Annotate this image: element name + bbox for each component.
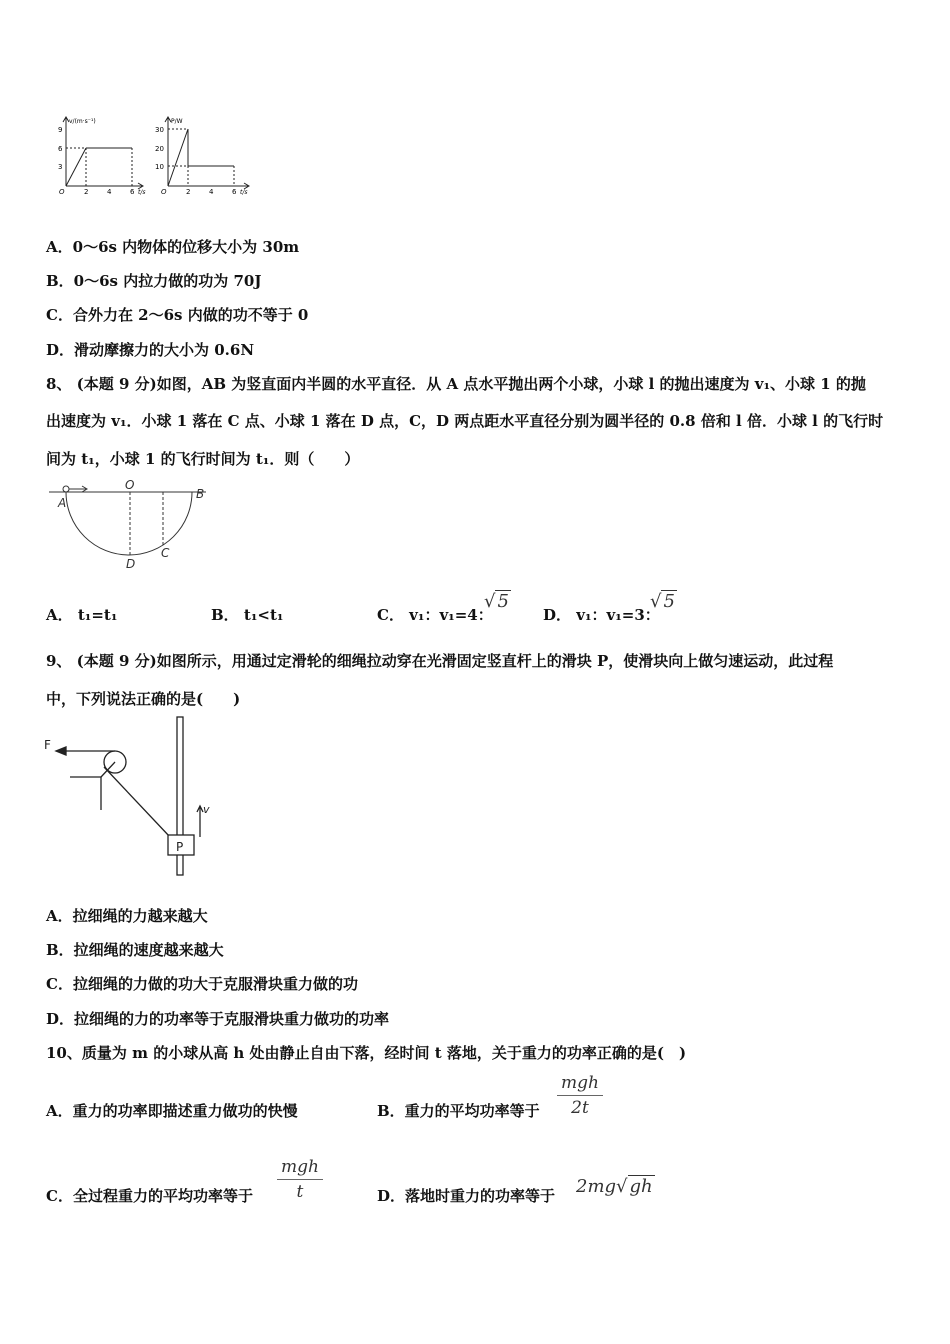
q8-option-d-sqrt: √ 5 [650, 591, 675, 612]
q10-option-a: A．重力的功率即描述重力做功的快慢 [46, 1102, 298, 1120]
point-c-label: C [161, 546, 170, 560]
fraction-denominator: t [296, 1182, 304, 1202]
p-t-axis-label: t/s [240, 189, 248, 196]
p-axis-label: P/W [171, 118, 183, 125]
t-tick-6: 6 [130, 188, 135, 196]
q9-stem-line2: 中，下列说法正确的是( ) [46, 690, 241, 708]
q10-option-d-formula: 2mg√ gh [576, 1176, 653, 1197]
velocity-v-label: v [203, 803, 210, 816]
formula-coefficient: 2mg [576, 1176, 617, 1197]
point-b-label: B [196, 487, 205, 501]
q8-stem-line1: 8、 (本题 9 分)如图，AB 为竖直面内半圆的水平直径．从 A 点水平抛出两个小球，小球 l 的抛出速度为 v₁、小球 1 的抛 [46, 375, 866, 393]
origin-label-right: O [161, 188, 167, 196]
p-tick-20: 20 [155, 145, 164, 153]
q8-option-c-sqrt: √ 5 [484, 591, 509, 612]
q8-option-a: A． t₁=t₁ [46, 606, 118, 624]
q8-semicircle-figure [46, 478, 216, 573]
q8-option-d: D． v₁：v₁=3： [543, 606, 660, 624]
q10-option-c: C．全过程重力的平均功率等于 [46, 1187, 253, 1205]
t-tick-2: 2 [84, 188, 89, 196]
t-tick-4: 4 [107, 188, 112, 196]
q7-option-b: B．0～6s 内拉力做的功为 70J [46, 272, 262, 290]
q8-option-b: B． t₁<t₁ [211, 606, 284, 624]
block-p-label: P [176, 840, 184, 854]
q9-option-c: C．拉细绳的力做的功大于克服滑块重力做的功 [46, 975, 358, 993]
q8-stem-line2: 出速度为 v₁．小球 1 落在 C 点、小球 1 落在 D 点，C，D 两点距水平直径分别为圆半径的 0.8 倍和 l 倍．小球 l 的飞行时 [46, 412, 884, 430]
q9-stem-line1: 9、 (本题 9 分)如图所示，用通过定滑轮的细绳拉动穿在光滑固定竖直杆上的滑块 P，使滑块向上做匀速运动，此过程 [46, 652, 834, 670]
fraction-numerator: mgh [281, 1157, 319, 1177]
q8-stem-line3: 间为 t₁，小球 1 的飞行时间为 t₁．则（ ） [46, 450, 360, 468]
q8-option-c: C． v₁：v₁=4： [377, 606, 493, 624]
v-tick-9: 9 [58, 126, 63, 134]
point-d-label: D [126, 557, 136, 571]
q9-option-b: B．拉细绳的速度越来越大 [46, 941, 224, 959]
q10-option-b-fraction [557, 1073, 603, 1118]
q9-option-d: D．拉细绳的力的功率等于克服滑块重力做功的功率 [46, 1010, 390, 1028]
v-axis-label: v/(m·s⁻¹) [69, 118, 96, 125]
origin-label: O [59, 188, 65, 196]
q10-option-b: B．重力的平均功率等于 [377, 1102, 540, 1120]
p-t-tick-2: 2 [186, 188, 191, 196]
q10-stem: 10、质量为 m 的小球从高 h 处由静止自由下落，经时间 t 落地，关于重力的功率正确的是( ) [46, 1044, 687, 1062]
q7-option-c: C．合外力在 2～6s 内做的功不等于 0 [46, 306, 309, 324]
velocity-time-graph [63, 117, 143, 189]
point-o-label: O [125, 478, 135, 492]
fraction-denominator: 2t [571, 1098, 589, 1118]
p-t-tick-4: 4 [209, 188, 214, 196]
v-tick-3: 3 [58, 163, 63, 171]
q9-pulley-figure [40, 715, 230, 880]
formula-radicand: gh [629, 1176, 653, 1197]
q9-option-a: A．拉细绳的力越来越大 [46, 907, 208, 925]
p-tick-30: 30 [155, 126, 164, 134]
q7-option-a: A．0～6s 内物体的位移大小为 30m [46, 238, 300, 256]
p-t-tick-6: 6 [232, 188, 237, 196]
q10-option-c-fraction [277, 1157, 323, 1202]
p-tick-10: 10 [155, 163, 164, 171]
q10-option-d: D．落地时重力的功率等于 [377, 1187, 556, 1205]
q7-graphs [50, 110, 270, 202]
force-f-label: F [44, 738, 51, 752]
point-a-label: A [58, 496, 67, 510]
v-tick-6: 6 [58, 145, 63, 153]
t-axis-label: t/s [138, 189, 146, 196]
fraction-numerator: mgh [561, 1073, 599, 1093]
q7-option-d: D．滑动摩擦力的大小为 0.6N [46, 341, 255, 359]
power-time-graph [165, 117, 249, 189]
